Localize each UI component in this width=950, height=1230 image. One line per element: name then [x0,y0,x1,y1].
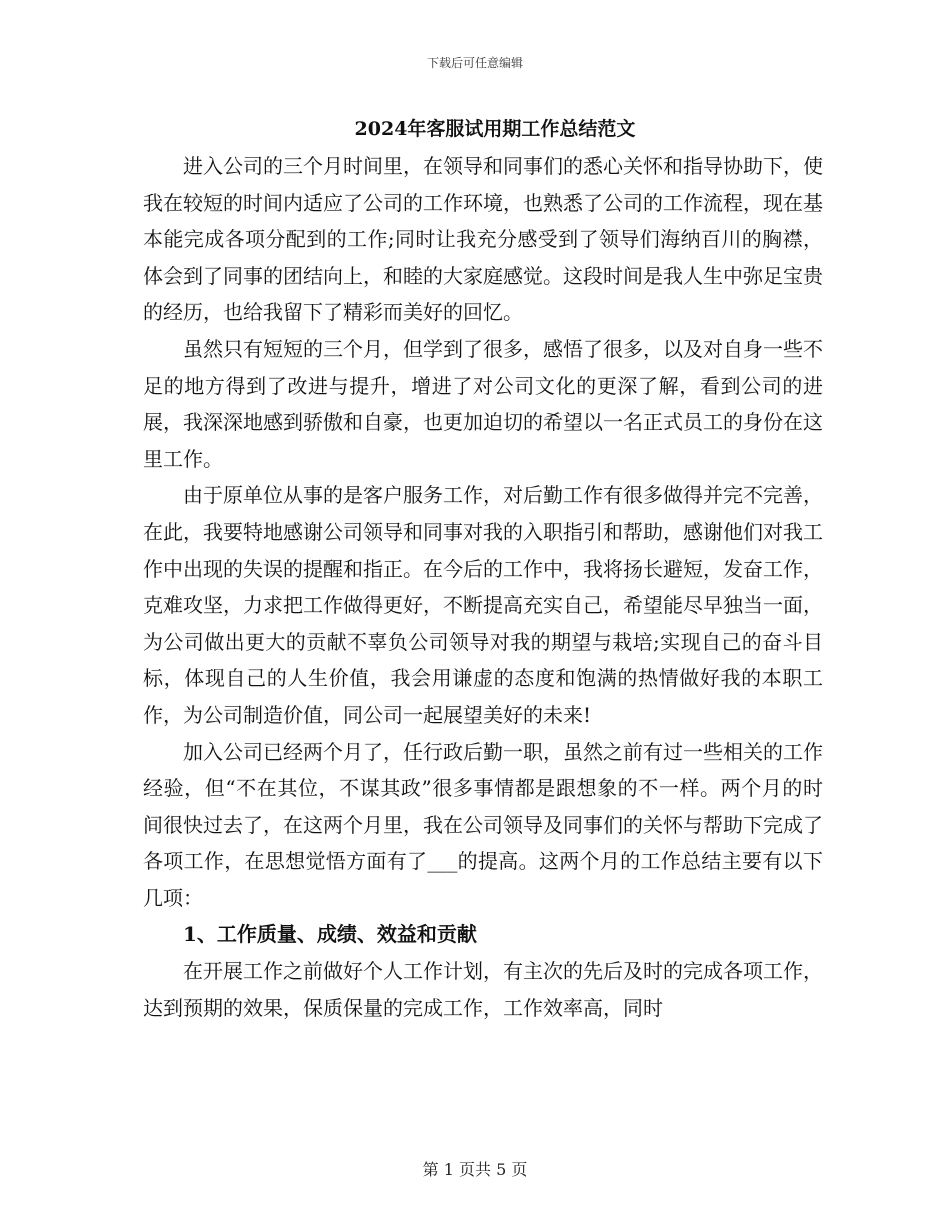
page-footer-number: 第 1 页共 5 页 [422,1160,528,1179]
body-paragraph-4: 加入公司已经两个月了，任行政后勤一职，虽然之前有过一些相关的工作经验，但“不在其位，不谋其政”很多事情都是跟想象的不一样。两个月的时间很快过去了，在这两个月里，我在公司领导及同事们的关怀与帮助下完成了各项工作，在思想觉悟方面有了___的提高。这两个月的工作总结主要有以下几项： [143,739,823,910]
page-header-note: 下载后可任意编辑 [426,56,523,70]
body-paragraph-1: 进入公司的三个月时间里，在领导和同事们的悉心关怀和指导协助下，使我在较短的时间内适应了公司的工作环境，也熟悉了公司的工作流程，现在基本能完成各项分配到的工作;同时让我充分感受到了领导们海纳百川的胸襟，体会到了同事的团结向上，和睦的大家庭感觉。这段时间是我人生中弥足宝贵的经历，也给我留下了精彩而美好的回忆。 [143,154,823,325]
section-heading: 1、工作质量、成绩、效益和贡献 [183,922,477,947]
section-paragraph: 在开展工作之前做好个人工作计划，有主次的先后及时的完成各项工作，达到预期的效果，保质保量的完成工作，工作效率高，同时 [143,959,823,1020]
document-body [143,148,823,1026]
document-title: 2024年客服试用期工作总结范文 [354,118,636,140]
body-paragraph-2: 虽然只有短短的三个月，但学到了很多，感悟了很多，以及对自身一些不足的地方得到了改进与提升，增进了对公司文化的更深了解，看到公司的进展，我深深地感到骄傲和自豪，也更加迫切的希望以一名正式员工的身份在这里工作。 [143,336,823,471]
body-paragraph-3: 由于原单位从事的是客户服务工作，对后勤工作有很多做得并完不完善，在此，我要特地感谢公司领导和同事对我的入职指引和帮助，感谢他们对我工作中出现的失误的提醒和指正。在今后的工作中，我将扬长避短，发奋工作，克难攻坚，力求把工作做得更好，不断提高充实自己，希望能尽早独当一面，为公司做出更大的贡献不辜负公司领导对我的期望与栽培;实现自己的奋斗目标，体现自己的人生价值，我会用谦虚的态度和饱满的热情做好我的本职工作，为公司制造价值，同公司一起展望美好的未来! [143,483,823,727]
